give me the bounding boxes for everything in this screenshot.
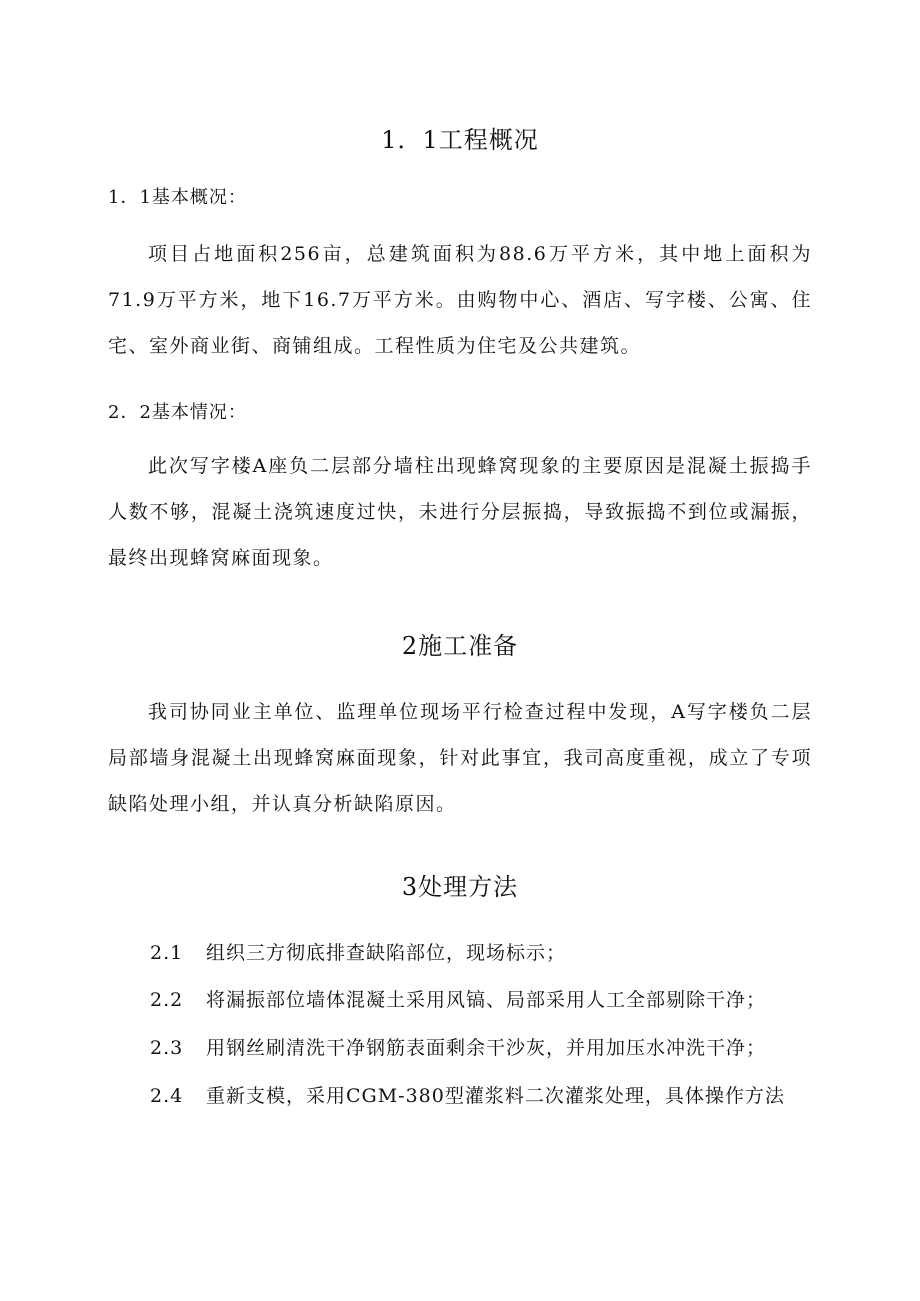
list-item-number: 2.1 xyxy=(150,942,184,964)
list-item-text: 将漏振部位墙体混凝土采用风镐、局部采用人工全部剔除干净； xyxy=(206,989,767,1011)
section-3-title: 3处理方法 xyxy=(401,873,519,901)
subsection-2-2-paragraph: 此次写字楼A座负二层部分墙柱出现蜂窝现象的主要原因是混凝土振捣手人数不够，混凝土浇筑速度过快，未进行分层振捣，导致振捣不到位或漏振，最终出现蜂窝麻面现象。 xyxy=(108,455,812,569)
list-item-text: 用钢丝刷清洗干净钢筋表面剩余干沙灰，并用加压水冲洗干净； xyxy=(206,1037,767,1059)
list-item xyxy=(150,988,830,1012)
subsection-2-2-label: 2．2基本情况： xyxy=(108,402,247,423)
list-item-number: 2.4 xyxy=(150,1085,184,1107)
subsection-1-1-label: 1．1基本概况： xyxy=(108,187,247,208)
subsection-1-1-paragraph: 项目占地面积256亩，总建筑面积为88.6万平方米，其中地上面积为71.9万平方米，地下16.7万平方米。由购物中心、酒店、写字楼、公寓、住宅、室外商业街、商铺组成。工程性质为住宅及公共建筑。 xyxy=(108,243,812,357)
list-item xyxy=(150,1084,830,1108)
section-1-title: 1．1工程概况 xyxy=(381,126,539,154)
list-item xyxy=(150,1036,830,1060)
list-item-number: 2.2 xyxy=(150,989,184,1011)
list-item-number: 2.3 xyxy=(150,1037,184,1059)
section-2-paragraph: 我司协同业主单位、监理单位现场平行检查过程中发现，A写字楼负二层局部墙身混凝土出现蜂窝麻面现象，针对此事宜，我司高度重视，成立了专项缺陷处理小组，并认真分析缺陷原因。 xyxy=(108,701,812,815)
list-item xyxy=(150,941,830,965)
section-2-title: 2施工准备 xyxy=(401,632,519,660)
list-item-text: 重新支模，采用CGM-380型灌浆料二次灌浆处理，具体操作方法 xyxy=(206,1085,785,1107)
list-item-text: 组织三方彻底排查缺陷部位，现场标示； xyxy=(206,942,567,964)
